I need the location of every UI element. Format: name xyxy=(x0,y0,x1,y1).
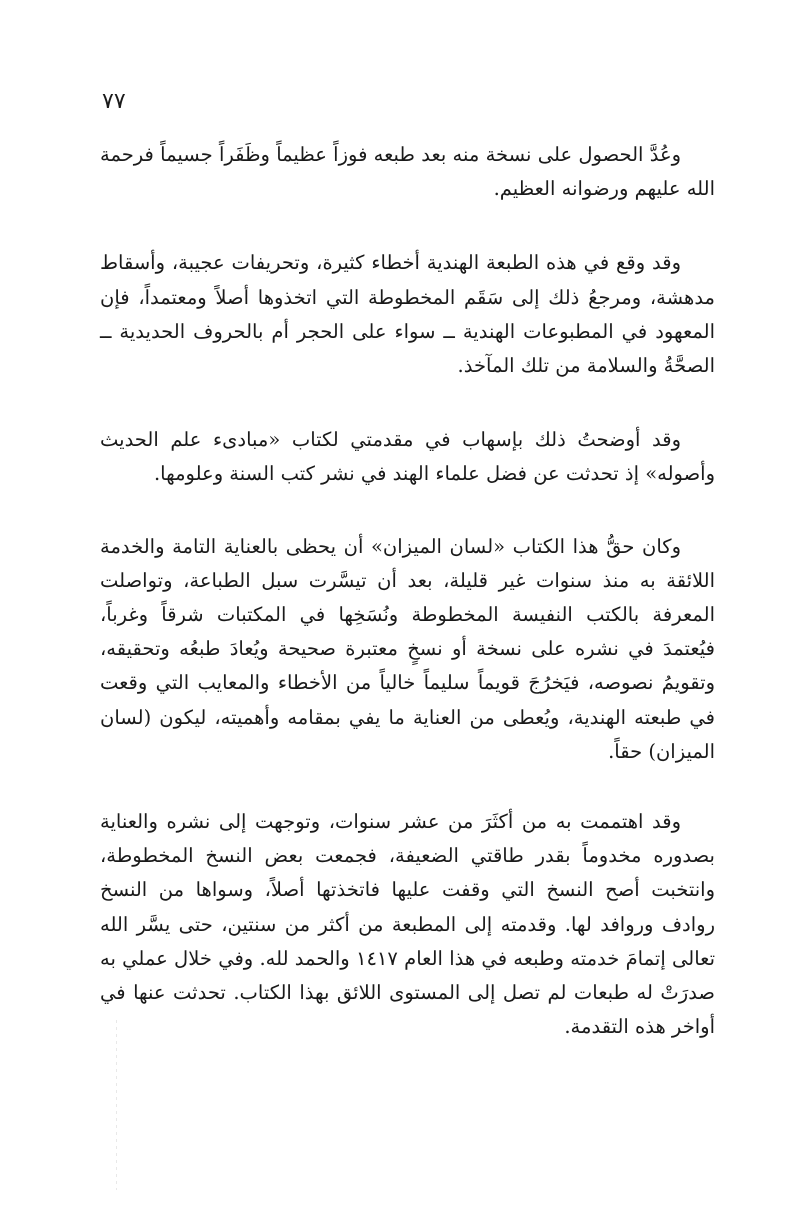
paragraph-4: وكان حقُّ هذا الكتاب «لسان الميزان» أن يحظى بالعناية التامة والخدمة اللائقة به منذ سنوات غير قليلة، بعد أن تيسَّرت سبل الطباعة، وتواصلت المعرفة بالكتب النفيسة المخطوطة ونُسَخِها في المكتبات شرقاً وغرباً، فيُعتمدَ في نشره على نسخة أو نسخٍ معتبرة صحيحة ويُعادَ طبعُه وتحقيقه، وتقويمُ نصوصه، فيَخرُجَ قويماً سليماً خالياً من الأخطاء والمعايب التي وقعت في طبعته الهندية، ويُعطى من العناية ما يفي بمقامه وأهميته، ليكون (لسان الميزان) حقاً. xyxy=(100,534,715,763)
paragraph-3: وقد أوضحتُ ذلك بإسهاب في مقدمتي لكتاب «مبادىء علم الحديث وأصوله» إذ تحدثت عن فضل علماء الهند في نشر كتب السنة وعلومها. xyxy=(100,428,715,486)
page-number: ٧٧ xyxy=(102,89,126,114)
paragraph-5: وقد اهتممت به من أكثَرَ من عشر سنوات، وتوجهت إلى نشره والعناية بصدوره مخدوماً بقدر طاقتي الضعيفة، فجمعت بعض النسخ المخطوطة، وانتخبت أصح النسخ التي وقفت عليها فاتخذتها أصلاً، وسواها من النسخ روادف وروافد لها. وقدمته إلى المطبعة من أكثر من سنتين، حتى يسَّر الله تعالى إتمامَ خدمته وطبعه في هذا العام ١٤١٧ والحمد لله. وفي خلال عملي به صدرَتْ له طبعات لم تصل إلى المستوى اللائق بهذا الكتاب. تحدثت عنها في أواخر هذه التقدمة. xyxy=(100,810,715,1039)
paragraph-1: وعُدَّ الحصول على نسخة منه بعد طبعه فوزاً عظيماً وظَفَراً جسيماً فرحمة الله عليهم ورضوانه العظيم. xyxy=(100,143,715,201)
paragraph-2: وقد وقع في هذه الطبعة الهندية أخطاء كثيرة، وتحريفات عجيبة، وأسقاط مدهشة، ومرجعُ ذلك إلى سَقَم المخطوطة التي اتخذوها أصلاً ومعتمداً، فإن المعهود في المطبوعات الهندية ــ سواء على الحجر أم بالحروف الحديدية ــ الصحَّةُ والسلامة من تلك المآخذ. xyxy=(100,251,715,378)
scan-gutter-mark xyxy=(116,1020,117,1190)
body-text xyxy=(100,138,715,1082)
